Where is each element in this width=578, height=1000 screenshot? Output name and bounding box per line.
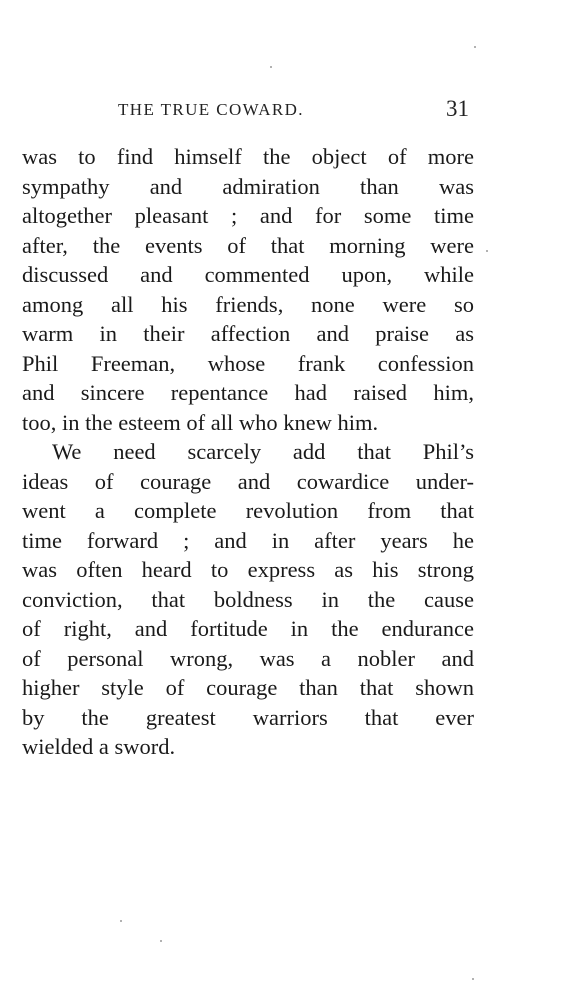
page-number: 31	[446, 96, 469, 121]
paper-speck	[486, 250, 488, 252]
text-line: of personal wrong, was a nobler and	[22, 645, 474, 671]
text-line: after, the events of that morning were	[22, 232, 474, 258]
text-line: and sincere repentance had raised him,	[22, 380, 474, 405]
text-line: time forward ; and in after years he	[22, 527, 474, 553]
text-line: was to find himself the object of more	[22, 144, 474, 169]
text-line: We need scarcely add that Phil’s	[52, 439, 474, 464]
text-line: conviction, that boldness in the cause	[22, 586, 474, 612]
text-line: of right, and fortitude in the endurance	[22, 616, 474, 641]
text-line: discussed and commented upon, while	[22, 262, 474, 287]
text-line: was often heard to express as his strong	[22, 557, 474, 582]
running-head	[0, 96, 578, 126]
body-text	[22, 142, 474, 762]
text-line: Phil Freeman, whose frank confession	[22, 350, 474, 376]
text-line: went a complete revolution from that	[22, 498, 474, 523]
paragraph-2	[22, 437, 474, 762]
text-line: ideas of courage and cowardice under-	[22, 468, 474, 494]
text-line: altogether pleasant ; and for some time	[22, 203, 474, 228]
text-line: higher style of courage than that shown	[22, 675, 474, 700]
paper-speck	[120, 920, 122, 922]
running-title: THE TRUE COWARD.	[118, 100, 304, 119]
paper-speck	[474, 46, 476, 48]
text-line: among all his friends, none were so	[22, 291, 474, 317]
text-line: warm in their affection and praise as	[22, 321, 474, 346]
paper-speck	[472, 978, 474, 980]
text-line: by the greatest warriors that ever	[22, 704, 474, 730]
text-line: sympathy and admiration than was	[22, 173, 474, 199]
paper-speck	[270, 66, 272, 68]
paragraph-1	[22, 142, 474, 437]
text-line: too, in the esteem of all who knew him.	[22, 409, 379, 435]
text-line: wielded a sword.	[22, 734, 176, 759]
paper-speck	[160, 940, 162, 942]
